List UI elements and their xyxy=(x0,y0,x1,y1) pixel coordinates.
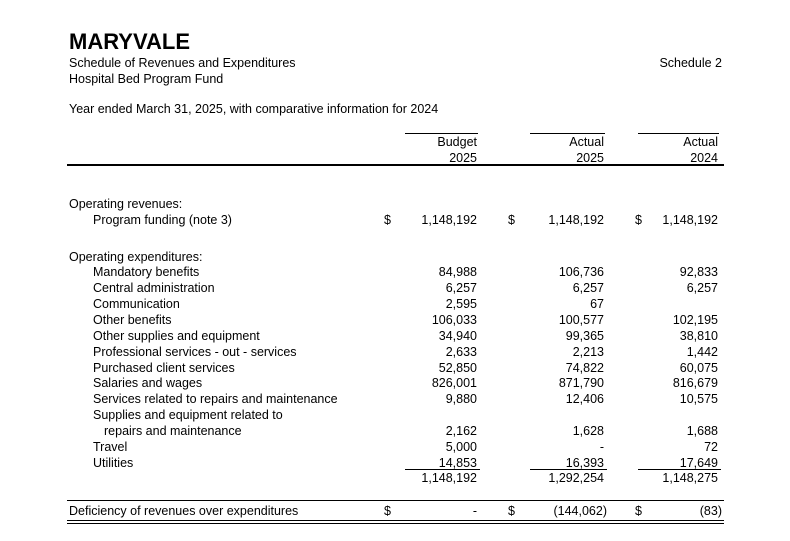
deficiency-actual2024: (83) xyxy=(699,504,722,518)
expenditure-budget: 106,033 xyxy=(431,313,477,327)
expenditure-actual2024: 60,075 xyxy=(679,361,718,375)
col-actual2024-line2: 2024 xyxy=(690,151,718,165)
revenue-value-budget: 1,148,192 xyxy=(421,213,477,227)
col-actual2025-line1: Actual xyxy=(569,135,604,149)
expenditure-label: Other benefits xyxy=(93,313,172,327)
deficiency-top-rule xyxy=(67,500,724,501)
expenditure-budget: 84,988 xyxy=(438,265,477,279)
deficiency-underline-1 xyxy=(67,520,724,521)
col-actual2024-line1: Actual xyxy=(683,135,718,149)
expenditure-budget: 52,850 xyxy=(438,361,477,375)
expenditure-actual2024: 1,442 xyxy=(686,345,718,359)
revenue-value-actual2024: 1,148,192 xyxy=(662,213,718,227)
expenditure-label: Other supplies and equipment xyxy=(93,329,260,343)
actual2025-header-rule xyxy=(530,133,605,134)
total-actual2025: 1,292,254 xyxy=(548,471,604,485)
expenditure-actual2025: 2,213 xyxy=(572,345,604,359)
expenditure-label: Purchased client services xyxy=(93,361,235,375)
total-actual2024: 1,148,275 xyxy=(662,471,718,485)
col-actual2025-line2: 2025 xyxy=(576,151,604,165)
expenditure-budget: 34,940 xyxy=(438,329,477,343)
entity-name: MARYVALE xyxy=(69,29,190,54)
total-budget: 1,148,192 xyxy=(421,471,477,485)
expenditure-budget: 2,633 xyxy=(445,345,477,359)
statement-title: Schedule of Revenues and Expenditures xyxy=(69,56,296,70)
expenditure-budget: 2,162 xyxy=(445,424,477,438)
expenditure-actual2025: 871,790 xyxy=(558,376,604,390)
expenditure-actual2025: 1,628 xyxy=(572,424,604,438)
expenditure-actual2025: - xyxy=(599,440,604,454)
deficiency-currency-actual2025: $ xyxy=(508,504,515,518)
expenditure-actual2024: 6,257 xyxy=(686,281,718,295)
fund-name: Hospital Bed Program Fund xyxy=(69,72,224,86)
expenditures-heading: Operating expenditures: xyxy=(69,250,203,264)
schedule-label: Schedule 2 xyxy=(659,56,722,70)
expenditure-actual2025: 106,736 xyxy=(558,265,604,279)
deficiency-label: Deficiency of revenues over expenditures xyxy=(69,504,299,518)
revenue-currency-actual2025: $ xyxy=(508,213,515,227)
expenditure-actual2024: 92,833 xyxy=(679,265,718,279)
expenditure-actual2024: 816,679 xyxy=(672,376,718,390)
expenditure-label: Travel xyxy=(93,440,128,454)
expenditure-label: Mandatory benefits xyxy=(93,265,200,279)
expenditure-actual2025: 67 xyxy=(590,297,604,311)
expenditure-actual2024: 17,649 xyxy=(679,456,718,470)
expenditure-budget: 9,880 xyxy=(445,392,477,406)
revenues-heading: Operating revenues: xyxy=(69,197,183,211)
expenditure-budget: 5,000 xyxy=(445,440,477,454)
expenditure-actual2025: 16,393 xyxy=(565,456,604,470)
revenue-label: Program funding (note 3) xyxy=(93,213,232,227)
revenue-value-actual2025: 1,148,192 xyxy=(548,213,604,227)
expenditure-actual2024: 10,575 xyxy=(679,392,718,406)
expenditure-label: Communication xyxy=(93,297,180,311)
expenditure-actual2024: 72 xyxy=(704,440,718,454)
actual2024-header-rule xyxy=(638,133,719,134)
expenditure-label: Central administration xyxy=(93,281,215,295)
expenditure-label: Salaries and wages xyxy=(93,376,203,390)
expenditure-actual2024: 38,810 xyxy=(679,329,718,343)
header-bottom-rule xyxy=(67,164,724,166)
expenditure-label: Utilities xyxy=(93,456,134,470)
expenditure-budget: 2,595 xyxy=(445,297,477,311)
expenditure-actual2025: 74,822 xyxy=(565,361,604,375)
deficiency-currency-actual2024: $ xyxy=(635,504,642,518)
expenditure-actual2024: 1,688 xyxy=(686,424,718,438)
expenditure-label: Professional services - out - services xyxy=(93,345,297,359)
expenditure-actual2024: 102,195 xyxy=(672,313,718,327)
expenditure-label: Services related to repairs and maintenance xyxy=(93,392,338,406)
deficiency-underline-2 xyxy=(67,523,724,524)
expenditure-actual2025: 12,406 xyxy=(565,392,604,406)
period-label: Year ended March 31, 2025, with comparative information for 2024 xyxy=(69,102,439,116)
deficiency-budget: - xyxy=(472,504,477,518)
expenditure-actual2025: 99,365 xyxy=(565,329,604,343)
expenditure-budget: 826,001 xyxy=(431,376,477,390)
col-budget-line2: 2025 xyxy=(449,151,477,165)
revenue-currency-budget: $ xyxy=(384,213,391,227)
deficiency-actual2025: (144,062) xyxy=(553,504,607,518)
expenditure-label: Supplies and equipment related to xyxy=(93,408,283,422)
deficiency-currency-budget: $ xyxy=(384,504,391,518)
expenditure-budget: 6,257 xyxy=(445,281,477,295)
revenue-currency-actual2024: $ xyxy=(635,213,642,227)
expenditure-budget: 14,853 xyxy=(438,456,477,470)
expenditure-label: repairs and maintenance xyxy=(104,424,242,438)
expenditure-actual2025: 100,577 xyxy=(558,313,604,327)
col-budget-line1: Budget xyxy=(437,135,477,149)
budget-header-rule xyxy=(405,133,478,134)
expenditure-actual2025: 6,257 xyxy=(572,281,604,295)
